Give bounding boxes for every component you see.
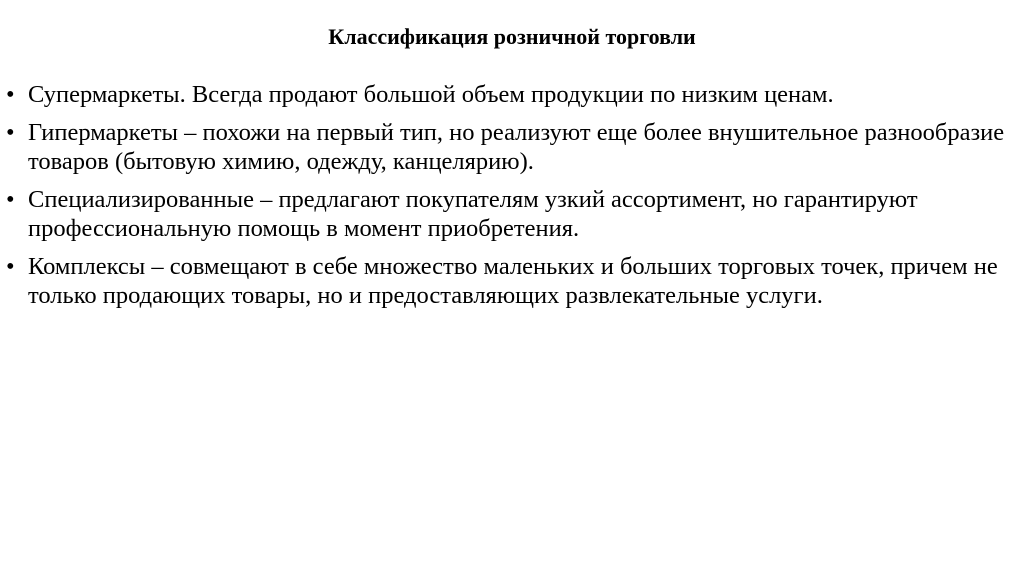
bullet-text: Комплексы – совмещают в себе множество маленьких и больших торговых точек, причем не только продающих товары, но и предоставляющих развлекательные услуги. — [28, 253, 998, 309]
bullet-icon: • — [6, 253, 15, 280]
bullet-item-complexes — [4, 252, 1014, 310]
bullet-icon: • — [6, 186, 15, 213]
bullet-text: Гипермаркеты – похожи на первый тип, но реализуют еще более внушительное разнообразие товаров (бытовую химию, одежду, канцелярию). — [28, 119, 1005, 175]
bullet-list — [4, 80, 1014, 319]
bullet-item-hypermarkets — [4, 118, 1014, 176]
bullet-item-specialized — [4, 185, 1014, 243]
bullet-icon: • — [6, 119, 15, 146]
bullet-icon: • — [6, 81, 15, 108]
bullet-item-supermarkets — [4, 80, 1014, 109]
slide-title: Классификация розничной торговли — [328, 24, 696, 49]
bullet-text: Супермаркеты. Всегда продают большой объем продукции по низким ценам. — [28, 81, 834, 108]
bullet-text: Специализированные – предлагают покупателям узкий ассортимент, но гарантируют профессиональную помощь в момент приобретения. — [28, 186, 918, 242]
